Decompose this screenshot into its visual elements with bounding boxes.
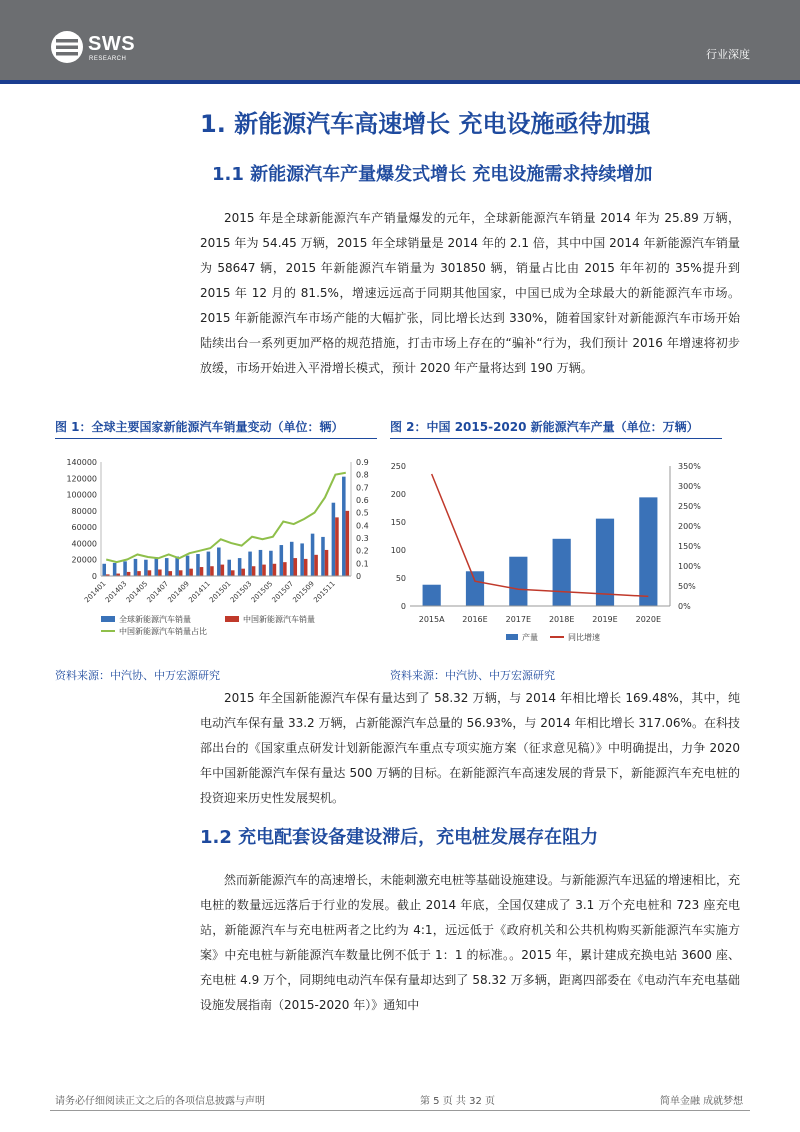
y-left-tick-label: 0 bbox=[91, 572, 97, 581]
x-tick-label: 201409 bbox=[166, 579, 191, 605]
x-tick-label: 2016E bbox=[462, 615, 488, 624]
paragraph-text: 2015 年是全球新能源汽车产销量爆发的元年，全球新能源汽车销量 2014 年为 25.89 万辆，2015 年为 54.45 万辆，2015 年全球销量是 2014 年的 2.1 倍，其中中国 2014 年新能源汽车销量为 58647 辆，2015 年新能源汽车销量为 301850 辆，销量占比由 2015 年年初的 35%提升到 2015 年 12 月的 81.5%，增速远远高于同期其他国家，中国已成为全球最大的新能源汽车市场。2015 年新能源汽车市场产能的大幅扩张，同比增长达到 330%，随着国家针对新能源汽车市场开始陆续出台一系列更加严格的规范措施，打击市场上存在的“骗补“行为，我们预计 2016 年增速将初步放缓，市场开始进入平滑增长模式，预计 2020 年产量将达到 190 万辆。 bbox=[200, 211, 740, 375]
bar-china bbox=[210, 566, 214, 576]
bar-global bbox=[196, 554, 200, 576]
y-left-tick-label: 20000 bbox=[71, 555, 97, 565]
sws-logo-icon bbox=[50, 30, 84, 64]
bar-global bbox=[144, 560, 148, 576]
page-header bbox=[0, 0, 800, 80]
header-rule bbox=[0, 80, 800, 84]
bar-china bbox=[252, 566, 256, 576]
ownership-paragraph bbox=[200, 686, 740, 811]
bar-china bbox=[241, 569, 245, 576]
bar-global bbox=[321, 537, 325, 576]
bar-china bbox=[158, 569, 162, 576]
y-right-tick-label: 0.3 bbox=[356, 534, 369, 543]
bar-china bbox=[148, 570, 152, 576]
x-tick-label: 2017E bbox=[505, 615, 532, 624]
x-tick-label: 201407 bbox=[145, 579, 171, 605]
legend-label: 中国新能源汽车销量占比 bbox=[119, 627, 207, 636]
figure-1-rule bbox=[55, 438, 377, 439]
x-tick-label: 201511 bbox=[312, 579, 337, 605]
bar-global bbox=[102, 564, 106, 576]
bar-production bbox=[509, 557, 527, 606]
bar-china bbox=[346, 511, 350, 576]
logo-subtext: RESEARCH bbox=[89, 56, 127, 62]
bar-global bbox=[248, 552, 252, 576]
x-tick-label: 201401 bbox=[83, 579, 108, 605]
bar-global bbox=[227, 560, 231, 576]
y-right-tick-label: 150% bbox=[678, 542, 701, 551]
legend-swatch bbox=[506, 634, 518, 640]
y-right-tick-label: 350% bbox=[678, 462, 701, 471]
chart-2 bbox=[388, 450, 723, 650]
bar-production bbox=[466, 571, 484, 606]
bar-global bbox=[300, 543, 304, 576]
bar-global bbox=[207, 552, 211, 576]
bar-global bbox=[290, 542, 294, 576]
x-tick-label: 201405 bbox=[124, 579, 150, 605]
y-right-tick-label: 50% bbox=[678, 582, 696, 591]
bar-production bbox=[553, 539, 571, 606]
x-tick-label: 2019E bbox=[592, 615, 618, 624]
bar-global bbox=[311, 534, 315, 576]
bar-global bbox=[332, 503, 336, 576]
x-tick-label: 201507 bbox=[270, 579, 296, 605]
y-left-tick-label: 40000 bbox=[71, 539, 97, 549]
footer-rule bbox=[50, 1110, 750, 1111]
bar-global bbox=[186, 556, 190, 576]
y-right-tick-label: 0% bbox=[678, 602, 691, 611]
bar-production bbox=[639, 497, 657, 606]
document-type: 行业深度 bbox=[706, 48, 750, 61]
bar-china bbox=[231, 570, 235, 576]
bar-china bbox=[179, 570, 183, 576]
bar-global bbox=[123, 561, 127, 576]
x-tick-label: 2015A bbox=[418, 615, 445, 624]
bar-china bbox=[169, 571, 173, 576]
y-left-tick-label: 200 bbox=[390, 490, 406, 499]
legend-label: 中国新能源汽车销量 bbox=[243, 615, 315, 624]
share-line bbox=[106, 473, 346, 562]
bar-global bbox=[155, 557, 159, 576]
bar-china bbox=[314, 555, 318, 576]
bar-global bbox=[134, 559, 138, 576]
footer-disclaimer: 请务必仔细阅读正文之后的各项信息披露与声明 bbox=[55, 1096, 265, 1107]
x-tick-label: 201501 bbox=[208, 579, 233, 605]
bar-china bbox=[221, 565, 225, 576]
bar-global bbox=[238, 558, 242, 576]
figure-1-title: 图 1：全球主要国家新能源汽车销量变动（单位：辆） bbox=[55, 420, 344, 434]
bar-china bbox=[137, 571, 141, 576]
y-left-tick-label: 100000 bbox=[66, 490, 97, 500]
paragraph-text: 2015 年全国新能源汽车保有量达到了 58.32 万辆，与 2014 年相比增长 169.48%，其中，纯电动汽车保有量 33.2 万辆，占新能源汽车总量的 56.93%，与 2014 年相比增长 317.06%。在科技部出台的《国家重点研发计划新能源汽车重点专项实施方案（征求意见稿）》中明确提出，力争 2020 年中国新能源汽车保有量达 500 万辆的目标。在新能源汽车高速发展的背景下，新能源汽车充电桩的投资迎来历史性发展契机。 bbox=[200, 691, 740, 805]
y-right-tick-label: 0.5 bbox=[356, 508, 369, 518]
y-left-tick-label: 140000 bbox=[66, 458, 97, 467]
bar-global bbox=[259, 550, 263, 576]
y-left-tick-label: 120000 bbox=[66, 474, 97, 484]
bar-china bbox=[273, 564, 277, 576]
legend-label: 同比增速 bbox=[568, 633, 600, 642]
y-right-tick-label: 0.4 bbox=[356, 521, 369, 531]
x-tick-label: 201503 bbox=[228, 579, 254, 605]
bar-china bbox=[127, 572, 131, 576]
bar-global bbox=[269, 551, 273, 576]
section-1-1-title: 1.1 新能源汽车产量爆发式增长 充电设施需求持续增加 bbox=[212, 164, 653, 185]
bar-global bbox=[217, 548, 221, 577]
x-tick-label: 201411 bbox=[187, 579, 212, 605]
y-right-tick-label: 0 bbox=[356, 572, 362, 581]
y-right-tick-label: 0.6 bbox=[356, 496, 369, 505]
legend-swatch bbox=[101, 616, 115, 622]
y-left-tick-label: 250 bbox=[390, 462, 406, 471]
bar-china bbox=[335, 517, 339, 576]
bar-china bbox=[200, 567, 204, 576]
footer-page-number: 第 5 页 共 32 页 bbox=[420, 1096, 495, 1107]
chart-1 bbox=[55, 446, 385, 651]
bar-china bbox=[294, 558, 298, 576]
y-right-tick-label: 250% bbox=[678, 502, 701, 511]
bar-china bbox=[304, 559, 308, 576]
x-tick-label: 201509 bbox=[291, 579, 316, 605]
y-right-tick-label: 0.9 bbox=[356, 458, 369, 467]
figure-1-source: 资料来源：中汽协、中万宏源研究 bbox=[55, 669, 220, 682]
y-right-tick-label: 200% bbox=[678, 522, 701, 531]
bar-production bbox=[423, 585, 441, 606]
footer-slogan: 简单金融 成就梦想 bbox=[660, 1096, 744, 1107]
y-left-tick-label: 0 bbox=[400, 602, 406, 611]
y-left-tick-label: 100 bbox=[390, 546, 406, 555]
bar-global bbox=[113, 563, 117, 576]
figure-2-rule bbox=[390, 438, 722, 439]
bar-global bbox=[165, 558, 169, 576]
y-left-tick-label: 50 bbox=[395, 574, 406, 583]
section-1-2-paragraph bbox=[200, 868, 740, 1018]
y-right-tick-label: 0.1 bbox=[356, 559, 369, 569]
bar-global bbox=[175, 556, 179, 576]
section-1-2-title: 1.2 充电配套设备建设滞后，充电桩发展存在阻力 bbox=[200, 827, 599, 848]
legend-label: 全球新能源汽车销量 bbox=[119, 615, 191, 624]
y-left-tick-label: 150 bbox=[390, 518, 406, 527]
bar-china bbox=[262, 565, 266, 576]
legend-label: 产量 bbox=[522, 633, 538, 642]
x-tick-label: 2020E bbox=[635, 615, 662, 624]
figure-2-title: 图 2：中国 2015-2020 新能源汽车产量（单位：万辆） bbox=[390, 420, 699, 434]
section-1-1-paragraph bbox=[200, 206, 740, 381]
bar-global bbox=[342, 477, 346, 576]
bar-china bbox=[325, 550, 329, 576]
bar-production bbox=[596, 519, 614, 606]
section-1-title: 1. 新能源汽车高速增长 充电设施亟待加强 bbox=[200, 110, 651, 138]
logo-text: SWS bbox=[88, 33, 136, 55]
y-right-tick-label: 0.8 bbox=[356, 470, 369, 480]
y-left-tick-label: 60000 bbox=[71, 523, 97, 533]
legend-swatch bbox=[225, 616, 239, 622]
figure-2-source: 资料来源：中汽协、中万宏源研究 bbox=[390, 669, 555, 682]
y-right-tick-label: 0.7 bbox=[356, 483, 369, 493]
x-tick-label: 201505 bbox=[249, 579, 275, 605]
bar-china bbox=[189, 569, 193, 576]
growth-line bbox=[432, 474, 649, 596]
x-tick-label: 2018E bbox=[548, 615, 575, 624]
y-right-tick-label: 100% bbox=[678, 562, 701, 571]
y-left-tick-label: 80000 bbox=[71, 506, 97, 516]
bar-global bbox=[280, 545, 284, 576]
y-right-tick-label: 0.2 bbox=[356, 546, 369, 556]
bar-china bbox=[283, 562, 287, 576]
paragraph-text: 然而新能源汽车的高速增长，未能刺激充电桩等基础设施建设。与新能源汽车迅猛的增速相比，充电桩的数量远远落后于行业的发展。截止 2014 年底，全国仅建成了 3.1 万个充电桩和 723 座充电站，新能源汽车与充电桩两者之比约为 4:1，远远低于《政府机关和公共机构购买新能源汽车实施方案》中充电桩与新能源汽车数量比例不低于 1：1 的标准。。2015 年，累计建成充换电站 3600 座、充电桩 4.9 万个，同期纯电动汽车保有量却达到了 58.32 万多辆，距离四部委在《电动汽车充电基础设施发展指南（2015-2020 年）》通知中 bbox=[200, 873, 741, 1012]
x-tick-label: 201403 bbox=[103, 579, 129, 605]
y-right-tick-label: 300% bbox=[678, 482, 701, 491]
